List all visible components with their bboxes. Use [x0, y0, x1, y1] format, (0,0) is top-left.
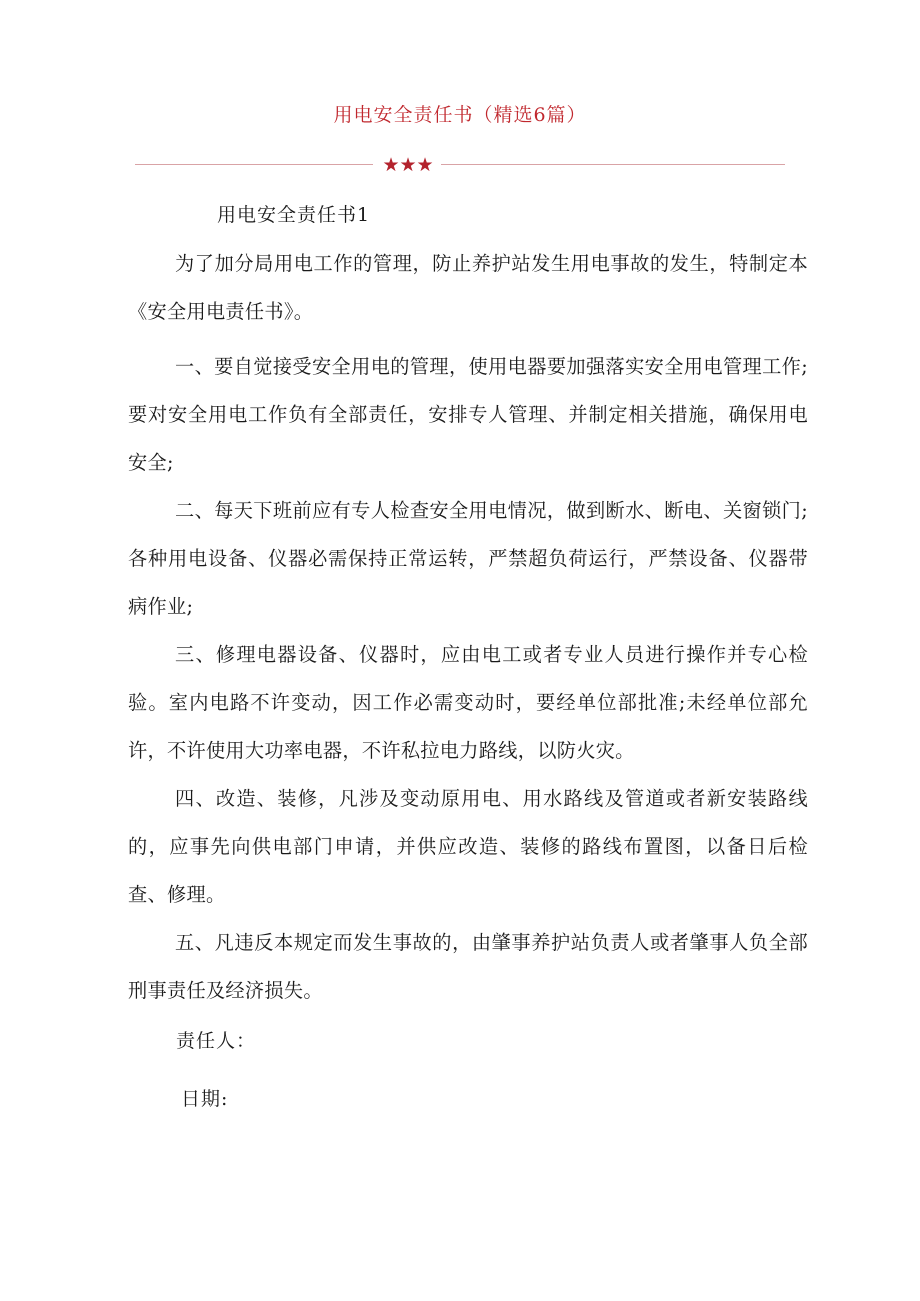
paragraph-intro: 为了加分局用电工作的管理，防止养护站发生用电事故的发生，特制定本《安全用电责任书》。: [128, 252, 808, 323]
paragraph-clause-5: 五、凡违反本规定而发生事故的，由肇事养护站负责人或者肇事人负全部刑事责任及经济损失。: [128, 931, 808, 1002]
title-divider: [135, 150, 785, 180]
paragraph-clause-1: 一、要自觉接受安全用电的管理，使用电器要加强落实安全用电管理工作;要对安全用电工作负有全部责任，安排专人管理、并制定相关措施，确保用电安全;: [128, 355, 808, 474]
divider-line-left: [135, 164, 373, 165]
document-title: 用电安全责任书（精选6篇）: [333, 104, 587, 126]
paragraph-clause-3: 三、修理电器设备、仪器时，应由电工或者专业人员进行操作并专心检验。室内电路不许变动，因工作必需变动时，要经单位部批准;未经单位部允许，不许使用大功率电器，不许私拉电力路线，以防火灾。: [128, 643, 808, 762]
divider-line-right: [441, 164, 785, 165]
date-label: 日期:: [181, 1088, 229, 1110]
section-heading: 用电安全责任书1: [217, 204, 371, 226]
divider-stars-icon: ★★★: [382, 154, 434, 176]
paragraph-clause-2: 二、每天下班前应有专人检查安全用电情况，做到断水、断电、关窗锁门;各种用电设备、仪器必需保持正常运转，严禁超负荷运行，严禁设备、仪器带病作业;: [128, 499, 808, 618]
responsible-person-label: 责任人：: [176, 1030, 257, 1052]
paragraph-clause-4: 四、改造、装修，凡涉及变动原用电、用水路线及管道或者新安装路线的，应事先向供电部门申请，并供应改造、装修的路线布置图，以备日后检查、修理。: [128, 787, 808, 906]
